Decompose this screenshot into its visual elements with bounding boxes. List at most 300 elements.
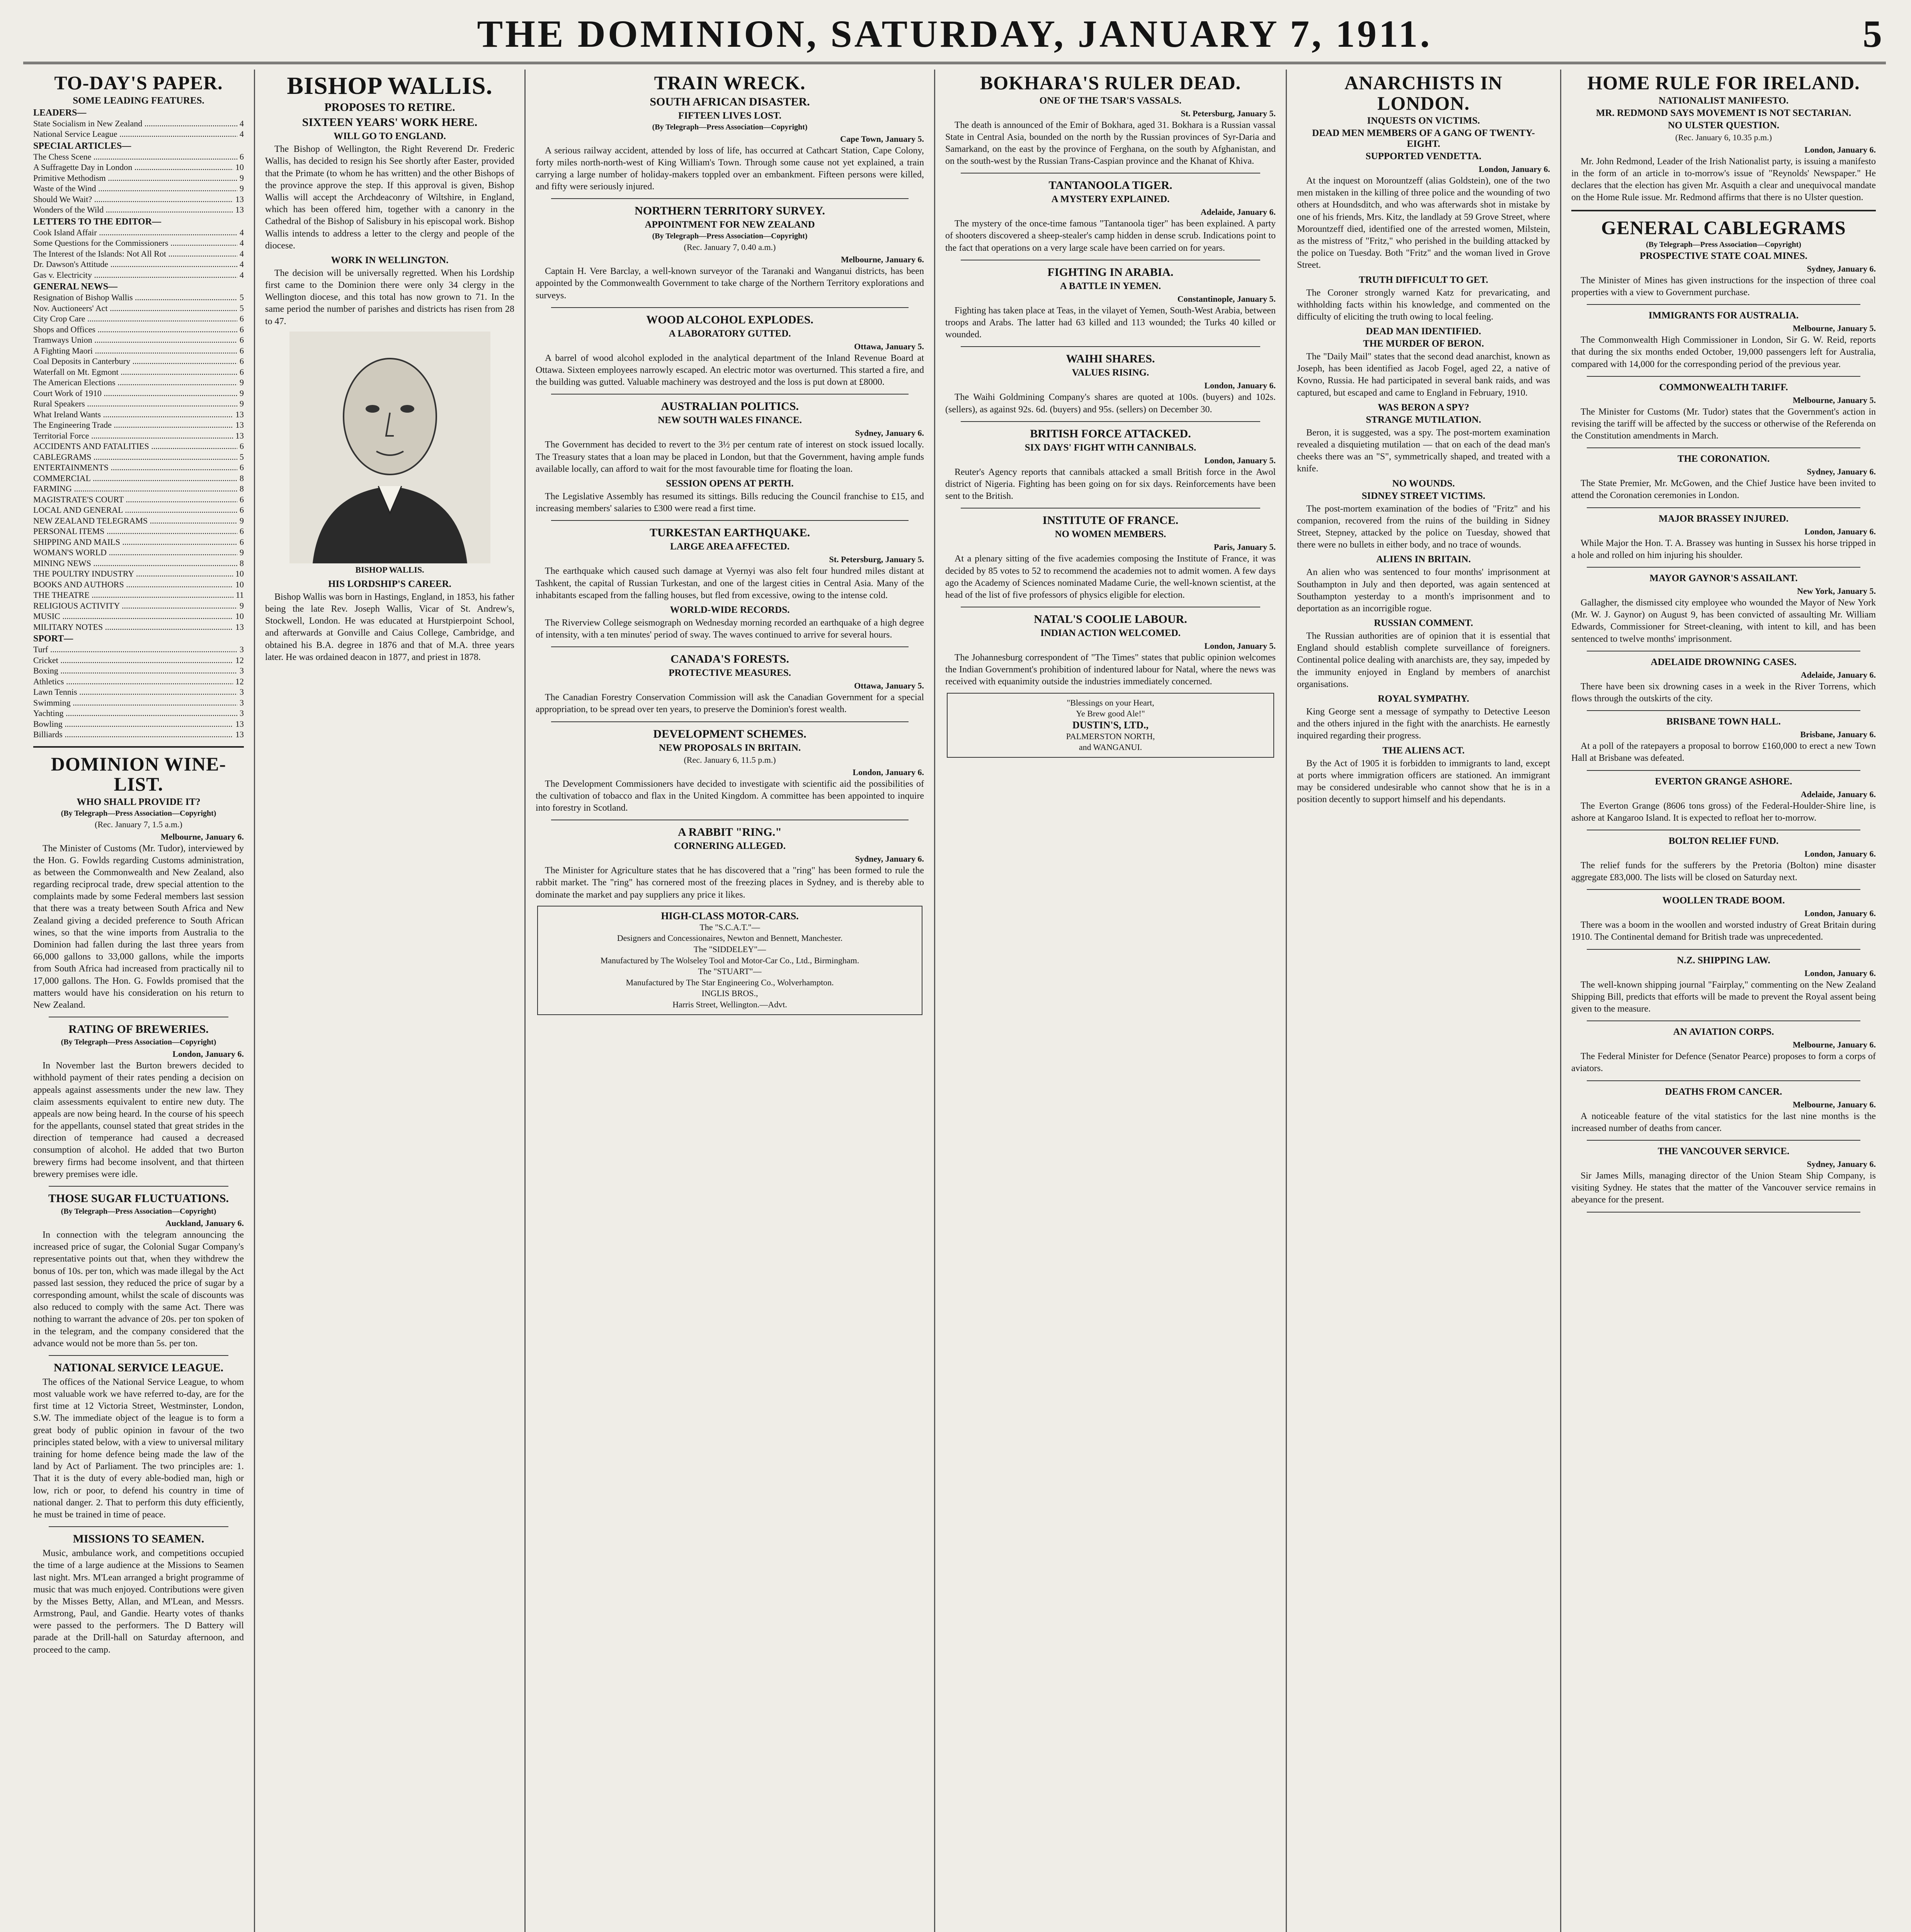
subheadline: CORNERING ALLEGED. xyxy=(674,841,786,852)
location: Auckland, January 6. xyxy=(165,1218,244,1228)
cablegram-body: There have been six drowning cases in a week in the River Torrens, which flows through the outskirts of the city. xyxy=(1571,681,1876,704)
page-number: 5 xyxy=(1863,12,1882,55)
index-entry-label: Court Work of 1910 ..... xyxy=(33,388,237,399)
index-entry xyxy=(33,420,244,430)
cablegram-location: Sydney, January 6. xyxy=(1807,264,1876,274)
index-entry xyxy=(33,377,244,388)
masthead-title: THE DOMINION, SATURDAY, JANUARY 7, 1911. xyxy=(477,12,1432,55)
cablegram-location: Sydney, January 6. xyxy=(1807,467,1876,477)
index-entry xyxy=(33,644,244,655)
cablegram-location: Sydney, January 6. xyxy=(1807,1159,1876,1169)
index-entry-page: 13 xyxy=(235,719,244,729)
ad-line: The "SIDDELEY"— xyxy=(693,944,766,954)
ad-headline: HIGH-CLASS MOTOR-CARS. xyxy=(661,910,799,922)
index-entry-page: 9 xyxy=(240,173,244,183)
ad-line: and WANGANUI. xyxy=(1079,742,1142,752)
cablegram-headline: MAYOR GAYNOR'S ASSAILANT. xyxy=(1649,573,1798,583)
masthead xyxy=(23,8,1886,64)
subheadline: WILL GO TO ENGLAND. xyxy=(334,131,446,142)
index-entry-page: 13 xyxy=(235,420,244,430)
subheadline: A BATTLE IN YEMEN. xyxy=(1060,281,1161,291)
subheadline: NO WOMEN MEMBERS. xyxy=(1055,529,1166,540)
index-entry xyxy=(33,345,244,356)
cablegram-body: Sir James Mills, managing director of the Union Steam Ship Company, is visiting Sydney. He states that the matter of the Vancouver service remains in abeyance for the present. xyxy=(1571,1170,1876,1205)
index-entry-label: Gas v. Electricity ..... xyxy=(33,270,237,281)
cablegram-location: Melbourne, January 6. xyxy=(1792,1040,1876,1050)
index-entry-page: 8 xyxy=(240,473,244,483)
index-entry-label: Boxing ..... xyxy=(33,665,237,676)
headline: THOSE SUGAR FLUCTUATIONS. xyxy=(48,1192,229,1205)
index-entry-label: Billiards ..... xyxy=(33,729,233,740)
index-entry-page: 10 xyxy=(235,579,244,589)
article-body: The Minister of Customs (Mr. Tudor), interviewed by the Hon. G. Fowlds regarding Customs administration, as between the Commonwealth and New Zealand, also regarding reciprocal trade, drew special attention to the complaints made by some Federal members last session that there was a treaty between South Africa and New Zealand giving a decided preference to South African wines, so that the wine imports from Australia to the Dominion had fallen during the last three years from 66,000 gallons to 33,000 gallons, while the imports from South Africa had increased from practically nil to 17,000 gallons. The Hon. G. Fowlds promised that the matters would have his consideration on his return to New Zealand. xyxy=(33,843,244,1010)
index-entry-label: Territorial Force ..... xyxy=(33,430,233,441)
index-entry-page: 5 xyxy=(240,303,244,313)
index-entry-page: 10 xyxy=(235,611,244,621)
cablegram-headline: THE CORONATION. xyxy=(1677,454,1770,464)
cablegram-location: Brisbane, January 6. xyxy=(1800,730,1876,740)
divider xyxy=(961,508,1260,509)
article-body: Captain H. Vere Barclay, a well-known surveyor of the Taranaki and Wanganui districts, has been appointed by the Commonwealth Government to take charge of the Northern Territory explorations and surveys. xyxy=(536,266,924,301)
index-entry-label: SHIPPING AND MAILS ..... xyxy=(33,537,237,548)
divider xyxy=(1587,1080,1860,1081)
headline: NORTHERN TERRITORY SURVEY. xyxy=(635,204,825,218)
headline: TRAIN WRECK. xyxy=(654,72,806,94)
index-entry-label: City Crop Care ..... xyxy=(33,313,237,324)
subheadline: SIX DAYS' FIGHT WITH CANNIBALS. xyxy=(1024,442,1196,453)
index-entry xyxy=(33,409,244,420)
index-entry xyxy=(33,173,244,184)
index-entry-label: Primitive Methodism ..... xyxy=(33,173,237,184)
article-body: Bishop Wallis was born in Hastings, England, in 1853, his father being the late Rev. Joseph Wallis, Vicar of St. Andrew's, Stockwell, London. He was educated at Hurstpierpoint School, and afterwards at Gonville and Caius College, Cambridge, and obtained his B.A. degree in 1876 and that of M.A. three years later. He was ordained deacon in 1877, and priest in 1878. xyxy=(265,592,514,662)
index-entry xyxy=(33,600,244,611)
divider xyxy=(49,1186,228,1187)
index-entry-label: Yachting ..... xyxy=(33,708,237,719)
article-body: The Canadian Forestry Conservation Commission will ask the Canadian Government for a special appropriation, to be spread over ten years, to preserve the Dominion's forest wealth. xyxy=(536,692,924,715)
article-body: A barrel of wood alcohol exploded in the analytical department of the Inland Revenue Board at Ottawa. Sixteen employees narrowly escaped. An electric motor was overturned. This started a fire, and the building was gutted. Valuable machinery was destroyed and the loss is put down at £8000. xyxy=(536,353,924,388)
index-entry-page: 12 xyxy=(235,676,244,686)
cablegram-body: The State Premier, Mr. McGowen, and the Chief Justice have been invited to attend the Coronation ceremonies in London. xyxy=(1571,478,1876,501)
article-body: The Johannesburg correspondent of "The Times" states that public opinion welcomes the Indian Government's prohibition of indentured labour for Natal, where the news was received with equanimity outside the industries immediately concerned. xyxy=(945,653,1276,687)
headline: WOOD ALCOHOL EXPLODES. xyxy=(646,313,813,326)
index-entry xyxy=(33,324,244,335)
column-2 xyxy=(255,70,526,1932)
subheadline: NEW PROPOSALS IN BRITAIN. xyxy=(659,742,801,753)
location: Cape Town, January 5. xyxy=(840,134,924,144)
article-body: The Development Commissioners have decided to investigate with scientific aid the possibilities of the cultivation of tobacco and flax in the United Kingdom. A committee has been appointed to inquire into forestry in Scotland. xyxy=(536,779,924,813)
index-entry-page: 9 xyxy=(240,600,244,611)
cablegram-body: A noticeable feature of the vital statistics for the last nine months is the increased number of deaths from cancer. xyxy=(1571,1111,1876,1133)
location: Ottawa, January 5. xyxy=(854,681,924,691)
index-entry-page: 9 xyxy=(240,378,244,387)
subheadline: RUSSIAN COMMENT. xyxy=(1374,618,1473,629)
cablegram-headline: AN AVIATION CORPS. xyxy=(1673,1027,1774,1037)
subheadline: A LABORATORY GUTTED. xyxy=(669,328,791,339)
article-body: At the inquest on Morountzeff (alias Goldstein), one of the two men mistaken in the killing of three police and the wounding of two others at Houndsditch, and who was afterwards shot in mistake by one of his friends, Mrs. Kitz, the landlady at 59 Grove Street, where Morountzeff died, identified one of the arrested women, Milstein, as the mistress of "Fritz," who perished in the building attacked by the police on Tuesday. Both "Fritz" and the woman lived in Grove Street. xyxy=(1297,176,1550,270)
headline: RATING OF BREWERIES. xyxy=(68,1023,209,1036)
divider xyxy=(551,198,909,199)
article-body: The earthquake which caused such damage at Vyernyi was also felt four hundred miles distant at Tashkent, the capital of Russian Turkestan, and one of the largest cities in Central Asia. Many of the inhabitants escaped from the falling houses, but fled from excessive, owing to the intense cold. xyxy=(536,566,924,600)
index-entry xyxy=(33,526,244,537)
cablegram-body: The Commonwealth High Commissioner in London, Sir G. W. Reid, reports that during the six months ended October, 19,000 passengers left for Australia, compared with 14,000 for the corresponding period of the previous year. xyxy=(1571,335,1876,369)
ad-line: Designers and Concessionaires, Newton and Bennett, Manchester. xyxy=(617,933,843,943)
subheadline: SESSION OPENS AT PERTH. xyxy=(666,478,794,489)
index-entry-page: 6 xyxy=(240,345,244,355)
index-entry-label: Lawn Tennis ..... xyxy=(33,687,237,697)
subheadline: LARGE AREA AFFECTED. xyxy=(670,541,790,552)
location: Paris, January 5. xyxy=(1213,542,1276,552)
cablegram-body: The Minister for Customs (Mr. Tudor) states that the Government's action in revising the tariff will be affected by the success or otherwise of the Referenda on the Constitution amendments in March. xyxy=(1571,406,1876,441)
byline: (By Telegraph—Press Association—Copyright) xyxy=(652,232,808,241)
location: Melbourne, January 6. xyxy=(841,255,924,265)
cablegram-headline: ADELAIDE DROWNING CASES. xyxy=(1651,656,1797,667)
index-subtitle: SOME LEADING FEATURES. xyxy=(73,95,204,106)
index-entry-page: 9 xyxy=(240,548,244,557)
index-entry-page: 6 xyxy=(240,526,244,536)
article-body: The Riverview College seismograph on Wednesday morning recorded an earthquake of a high degree of intensity, with a ten minutes' period of sway. The waves continued to arrive for several hours. xyxy=(536,617,924,640)
index-entry-label: The American Elections ..... xyxy=(33,377,237,388)
column-6 xyxy=(1561,70,1886,1932)
index-entry-label: Cook Island Affair ..... xyxy=(33,227,237,238)
index-entry xyxy=(33,151,244,162)
cablegram-location: Melbourne, January 6. xyxy=(1792,1099,1876,1109)
index-entry-page: 4 xyxy=(240,259,244,269)
divider xyxy=(49,1355,228,1356)
subheadline: STRANGE MUTILATION. xyxy=(1366,414,1481,425)
headline: INSTITUTE OF FRANCE. xyxy=(1042,514,1179,527)
article-body: Reuter's Agency reports that cannibals attacked a small British force in the Awol district of Nigeria. Fighting has been going on for six days. Reinforcements have been sent to the British. xyxy=(945,467,1276,502)
article-body: King George sent a message of sympathy to Detective Leeson and the others injured in the fight with the anarchists. He earnestly inquired regarding their progress. xyxy=(1297,707,1550,741)
ad-line: The "STUART"— xyxy=(698,966,762,976)
index-entry-label: Swimming ..... xyxy=(33,697,237,708)
index-entry-label: What Ireland Wants ..... xyxy=(33,409,233,420)
index-entry-label: ENTERTAINMENTS ..... xyxy=(33,462,237,473)
index-entry-label: A Suffragette Day in London ..... xyxy=(33,162,233,173)
cablegram-location: London, January 6. xyxy=(1804,908,1876,918)
cablegram-headline: EVERTON GRANGE ASHORE. xyxy=(1655,776,1792,787)
subheadline: NATIONALIST MANIFESTO. xyxy=(1658,95,1789,106)
subheadline: NO ULSTER QUESTION. xyxy=(1668,120,1780,131)
cablegram-body: The relief funds for the sufferers by the Pretoria (Bolton) mine disaster aggregate £83,000. The lists will be closed on Saturday next. xyxy=(1571,860,1876,883)
index-entry xyxy=(33,194,244,205)
index-entry-page: 12 xyxy=(235,655,244,665)
headline: NATAL'S COOLIE LABOUR. xyxy=(1034,613,1187,626)
headline: BOKHARA'S RULER DEAD. xyxy=(980,72,1241,94)
index-entry-label: The Chess Scene ..... xyxy=(33,151,237,162)
divider xyxy=(1587,447,1860,448)
index-entry-label: RELIGIOUS ACTIVITY ..... xyxy=(33,600,237,611)
index-entry xyxy=(33,430,244,441)
ad-line: Ye Brew good Ale!" xyxy=(1076,709,1145,719)
column-4 xyxy=(935,70,1287,1932)
index-entry-page: 6 xyxy=(240,537,244,547)
subheadline: PROPOSES TO RETIRE. xyxy=(324,101,455,114)
cablegram-body: At a poll of the ratepayers a proposal to borrow £160,000 to erect a new Town Hall at Brisbane was defeated. xyxy=(1571,741,1876,764)
location: London, January 6. xyxy=(1804,145,1876,155)
byline: (By Telegraph—Press Association—Copyright) xyxy=(652,122,808,131)
article-body: The Russian authorities are of opinion that it is essential that England should establish complete surveillance of foreigners. Continental police dealing with anarchists are, they say, impeded by the immunity enjoyed in England by members of anarchist organisations. xyxy=(1297,631,1550,689)
index-entry-label: Cricket ..... xyxy=(33,655,233,666)
index-entry xyxy=(33,303,244,314)
ad-line: Harris Street, Wellington.—Advt. xyxy=(672,999,787,1009)
index-entry-label: FARMING ..... xyxy=(33,483,237,494)
index-entry-label: Tramways Union ..... xyxy=(33,335,237,345)
article-body: The Bishop of Wellington, the Right Reverend Dr. Frederic Wallis, has decided to resign his See shortly after Easter, provided that the Primate (to whom he has written) and the other Bishops of the province approve the step. If this approval is given, Bishop Wallis will accept the Archdeaconry of Wiltshire, in England, which has been offered him, together with a canonry in the Cathedral of the Bishop of Salisbury in his episcopal work. Bishop Wallis intends to address a letter to the clergy and people of the diocese. xyxy=(265,144,514,251)
article-body: The offices of the National Service League, to whom most valuable work we have referred to-day, are for the first time at 12 Victoria Street, Westminster, London, S.W. The immediate object of the league is to form a great body of public opinion in favour of the two principles stated below, with a view to universal military training for home defence being made the law of the land by Act of Parliament. The two principles are: 1. That it is the duty of every able-bodied man, high or low, rich or poor, to defend his country in time of national danger. 2. That to perform this duty efficiently, he must be trained in time of peace. xyxy=(33,1377,244,1520)
index-entry-label: COMMERCIAL ..... xyxy=(33,473,237,484)
cablegram-location: Melbourne, January 5. xyxy=(1792,323,1876,333)
index-entry-label: Resignation of Bishop Wallis ..... xyxy=(33,292,237,303)
divider xyxy=(1587,304,1860,305)
index-entry-label: The Engineering Trade ..... xyxy=(33,420,233,430)
divider xyxy=(1587,1020,1860,1021)
divider xyxy=(551,646,909,647)
article-body: The Coroner strongly warned Katz for prevaricating, and withholding facts within his knowledge, and commented on the difficulty of eliciting the truth owing to local feeling. xyxy=(1297,287,1550,322)
location: Adelaide, January 6. xyxy=(1200,207,1276,217)
subheadline: WHO SHALL PROVIDE IT? xyxy=(77,796,201,807)
subheadline: WORLD-WIDE RECORDS. xyxy=(670,604,790,615)
column-1 xyxy=(23,70,255,1932)
byline: (By Telegraph—Press Association—Copyright) xyxy=(1646,240,1801,249)
index-entry-page: 9 xyxy=(240,399,244,408)
index-entry xyxy=(33,335,244,345)
index-entry xyxy=(33,313,244,324)
bishop-portrait-illustration xyxy=(289,332,490,563)
index-entry-page: 13 xyxy=(235,409,244,419)
index-entry-label: The Interest of the Islands: Not All Rot ..... xyxy=(33,248,237,259)
divider xyxy=(551,307,909,308)
headline: AUSTRALIAN POLITICS. xyxy=(661,400,799,413)
index-entry-label: MILITARY NOTES ..... xyxy=(33,622,233,633)
index-entry-page: 6 xyxy=(240,314,244,323)
article-body: Beron, it is suggested, was a spy. The post-mortem examination revealed a disquieting mutilation — that on each of the dead man's cheeks there was an "S", symmetrically shaped, and treated with a knife. xyxy=(1297,427,1550,474)
headline: BRITISH FORCE ATTACKED. xyxy=(1030,427,1191,440)
cablegram-headline: BRISBANE TOWN HALL. xyxy=(1666,716,1781,727)
index-entry-page: 3 xyxy=(240,687,244,697)
location: London, January 6. xyxy=(1479,164,1550,174)
index-entry xyxy=(33,238,244,248)
index-entry-page: 4 xyxy=(240,270,244,280)
index-entry-label: MUSIC ..... xyxy=(33,611,233,622)
index-entry-page: 6 xyxy=(240,151,244,162)
index-entry xyxy=(33,687,244,697)
cablegram-location: Adelaide, January 6. xyxy=(1800,789,1876,799)
index-entry xyxy=(33,473,244,484)
article-body: The death is announced of the Emir of Bokhara, aged 31. Bokhara is a Russian vassal State in Central Asia, bounded on the north by the Russian provinces of Syr-Daria and Samarkand, on the east by the province of Ferghana, on the south by Afghanistan, and on the south-west by the Russian Trans-Caspian province and the Khanat of Khiva. xyxy=(945,120,1276,167)
index-entry-page: 6 xyxy=(240,324,244,334)
index-entry-label: Athletics ..... xyxy=(33,676,233,687)
subheadline: ROYAL SYMPATHY. xyxy=(1378,694,1469,704)
subheadline: VALUES RISING. xyxy=(1072,367,1149,378)
index-list xyxy=(33,108,244,740)
index-entry-page: 8 xyxy=(240,484,244,493)
index-entry xyxy=(33,515,244,526)
index-section-head: GENERAL NEWS— xyxy=(33,282,118,292)
subheadline: MR. REDMOND SAYS MOVEMENT IS NOT SECTARIAN. xyxy=(1596,107,1851,118)
subheadline: FIFTEEN LIVES LOST. xyxy=(678,110,781,121)
divider xyxy=(551,721,909,722)
brewery-advertisement xyxy=(947,693,1274,758)
index-entry xyxy=(33,697,244,708)
location: London, January 5. xyxy=(1204,455,1276,465)
headline: BISHOP WALLIS. xyxy=(287,72,493,99)
index-entry-label: Dr. Dawson's Attitude ..... xyxy=(33,259,237,270)
index-entry-page: 3 xyxy=(240,697,244,707)
index-entry-page: 4 xyxy=(240,238,244,248)
article-body: An alien who was sentenced to four months' imprisonment at Southampton in July and then deported, was again sentenced at Southampton yesterday to a month's imprisonment and to deportation as an incorrigible rogue. xyxy=(1297,567,1550,614)
cablegram-headline: WOOLLEN TRADE BOOM. xyxy=(1662,895,1785,906)
subheadline: TRUTH DIFFICULT TO GET. xyxy=(1359,274,1488,285)
index-entry xyxy=(33,590,244,600)
index-entry xyxy=(33,367,244,378)
subheadline: SIXTEEN YEARS' WORK HERE. xyxy=(302,116,478,129)
index-entry-label: LOCAL AND GENERAL ..... xyxy=(33,505,237,515)
article-body: Fighting has taken place at Teas, in the vilayet of Yemen, South-West Arabia, between troops and Arabs. The latter had 63 killed and 113 wounded; the Turks 40 killed or wounded. xyxy=(945,305,1276,340)
headline: TURKESTAN EARTHQUAKE. xyxy=(649,526,810,539)
ad-line: The "S.C.A.T."— xyxy=(699,922,760,932)
index-entry xyxy=(33,537,244,548)
index-entry-page: 4 xyxy=(240,129,244,139)
ad-line: PALMERSTON NORTH, xyxy=(1066,731,1155,741)
index-entry-page: 13 xyxy=(235,194,244,204)
article-body: The Waihi Goldmining Company's shares are quoted at 100s. (buyers) and 102s. (sellers), as against 92s. 6d. (buyers) and 95s. (sellers) on December 30. xyxy=(945,392,1276,415)
cablegram-list xyxy=(1571,251,1876,1213)
index-entry-label: Bowling ..... xyxy=(33,719,233,730)
index-entry-label: Nov. Auctioneers' Act ..... xyxy=(33,303,237,314)
index-entry-page: 4 xyxy=(240,248,244,259)
divider xyxy=(1587,376,1860,377)
byline: (By Telegraph—Press Association—Copyright) xyxy=(61,1038,216,1047)
index-entry xyxy=(33,547,244,558)
index-entry-label: PERSONAL ITEMS ..... xyxy=(33,526,237,537)
headline: TANTANOOLA TIGER. xyxy=(1048,179,1172,192)
cablegram-headline: BOLTON RELIEF FUND. xyxy=(1668,835,1779,846)
index-entry xyxy=(33,483,244,494)
subheadline: THE MURDER OF BERON. xyxy=(1363,338,1484,349)
divider xyxy=(1587,710,1860,711)
headline: DOMINION WINE-LIST. xyxy=(51,753,226,795)
divider xyxy=(1587,1212,1860,1213)
index-entry-page: 3 xyxy=(240,666,244,675)
index-entry-label: State Socialism in New Zealand ..... xyxy=(33,118,237,129)
index-entry-page: 6 xyxy=(240,494,244,504)
byline: (By Telegraph—Press Association—Copyright) xyxy=(61,1207,216,1216)
index-entry xyxy=(33,505,244,515)
headline: HOME RULE FOR IRELAND. xyxy=(1587,72,1860,94)
subheadline: INDIAN ACTION WELCOMED. xyxy=(1040,628,1181,639)
index-entry xyxy=(33,558,244,569)
article-body: In connection with the telegram announcing the increased price of sugar, the Colonial Sugar Company's representative points out that, when they withdrew the bonus of 10s. per ton, which was made illegal by the Act passed last session, they reduced the price of sugar by a corresponding amount, whilst the scale of discounts was also reduced to comply with the same Act. There was nothing to warrant the advance of 20s. per ton spoken of in the telegram, and the company considered that the advance would not be more than 5s. per ton. xyxy=(33,1230,244,1349)
divider xyxy=(33,746,244,748)
index-entry xyxy=(33,118,244,129)
motor-car-advertisement xyxy=(537,906,922,1015)
divider xyxy=(1587,1140,1860,1141)
index-entry-page: 3 xyxy=(240,708,244,718)
index-section-head: LEADERS— xyxy=(33,107,87,118)
index-entry-page: 3 xyxy=(240,645,244,654)
headline: DEVELOPMENT SCHEMES. xyxy=(653,727,807,740)
index-entry-label: Waste of the Wind ..... xyxy=(33,183,237,194)
index-entry-page: 6 xyxy=(240,505,244,515)
cablegram-body: The Federal Minister for Defence (Senator Pearce) proposes to form a corps of aviators. xyxy=(1571,1051,1876,1074)
portrait-caption: BISHOP WALLIS. xyxy=(355,565,424,575)
cablegram-body: There was a boom in the woollen and worsted industry of Great Britain during 1910. The Continental demand for British trade was unprecedented. xyxy=(1571,920,1876,942)
index-entry-label: Wonders of the Wild ..... xyxy=(33,204,233,215)
cablegram-location: Melbourne, January 5. xyxy=(1792,395,1876,405)
index-entry-label: THE THEATRE ..... xyxy=(33,590,233,600)
index-entry-page: 6 xyxy=(240,367,244,377)
article-body: Music, ambulance work, and competitions occupied the time of a large audience at the Missions to Seamen last night. Mrs. M'Lean arranged a bright programme of music that was much enjoyed. Contributions were given by the Misses Betty, Allan, and M'Lean, and Messrs. Armstrong, Paul, and Gandie. Hearty votes of thanks were passed to the performers. The D Battery will parade at the Drill-hall on Saturday afternoon, and proceed to the camp. xyxy=(33,1548,244,1655)
index-section-head: LETTERS TO THE EDITOR— xyxy=(33,216,162,227)
subheadline: WAS BERON A SPY? xyxy=(1378,402,1469,413)
index-entry xyxy=(33,129,244,139)
index-entry-page: 5 xyxy=(240,452,244,462)
article-body: The Government has decided to revert to the 3½ per centum rate of interest on stock issued locally. The Treasury states that a loan may be placed in London, but that the Government, having ample funds available locally, can afford to wait for the most favourable time for floating the loan. xyxy=(536,440,924,474)
column-3 xyxy=(526,70,935,1932)
index-entry xyxy=(33,204,244,215)
divider xyxy=(49,1526,228,1527)
index-entry-page: 5 xyxy=(240,293,244,302)
divider xyxy=(961,346,1260,347)
subheadline: NO WOUNDS. xyxy=(1392,478,1455,489)
cablegram-body: The Everton Grange (8606 tons gross) of the Federal-Houlder-Shire line, is ashore at Kangaroo Island. It is expected to refloat her to-morrow. xyxy=(1571,801,1876,823)
dateline: (Rec. January 6, 10.35 p.m.) xyxy=(1675,132,1772,142)
cablegram-location: London, January 6. xyxy=(1804,849,1876,859)
subheadline: ALIENS IN BRITAIN. xyxy=(1376,554,1471,565)
subheadline: PROTECTIVE MEASURES. xyxy=(669,668,791,679)
index-entry-label: WOMAN'S WORLD ..... xyxy=(33,547,237,558)
index-entry-page: 6 xyxy=(240,335,244,345)
divider xyxy=(551,520,909,521)
index-entry xyxy=(33,441,244,452)
divider xyxy=(1587,567,1860,568)
dateline: (Rec. January 7, 1.5 a.m.) xyxy=(95,819,182,829)
cablegram-location: New York, January 5. xyxy=(1797,586,1876,596)
index-entry xyxy=(33,162,244,173)
location: London, January 6. xyxy=(172,1049,244,1059)
index-entry xyxy=(33,292,244,303)
index-entry xyxy=(33,579,244,590)
cablegram-headline: PROSPECTIVE STATE COAL MINES. xyxy=(1640,250,1807,261)
index-entry-label: Turf ..... xyxy=(33,644,237,655)
index-entry-label: NEW ZEALAND TELEGRAMS ..... xyxy=(33,515,237,526)
section-head: HIS LORDSHIP'S CAREER. xyxy=(328,578,451,589)
cablegram-headline: COMMONWEALTH TARIFF. xyxy=(1659,382,1788,393)
index-entry-page: 9 xyxy=(240,184,244,193)
index-entry-label: A Fighting Maori ..... xyxy=(33,345,237,356)
headline: FIGHTING IN ARABIA. xyxy=(1047,265,1174,279)
index-entry-page: 8 xyxy=(240,558,244,568)
location: London, January 6. xyxy=(853,767,924,777)
index-entry-label: Coal Deposits in Canterbury ..... xyxy=(33,356,237,367)
divider xyxy=(961,421,1260,422)
index-entry xyxy=(33,462,244,473)
headline: NATIONAL SERVICE LEAGUE. xyxy=(53,1361,224,1374)
index-entry xyxy=(33,568,244,579)
location: London, January 6. xyxy=(1204,381,1276,391)
index-entry xyxy=(33,655,244,666)
index-entry xyxy=(33,227,244,238)
divider xyxy=(1587,770,1860,771)
location: Ottawa, January 5. xyxy=(854,341,924,351)
index-entry xyxy=(33,719,244,730)
article-body: The post-mortem examination of the bodies of "Fritz" and his companion, recovered from the ruins of the building in Sidney Street, Stepney, attacked by the police on Tuesday, showed that there were no bullets in either body, and no trace of wounds. xyxy=(1297,503,1550,550)
index-entry-page: 10 xyxy=(235,569,244,578)
article-body: In November last the Burton brewers decided to withhold payment of their rates pending a decision on appeals against assessments under the new law. They claim assessments equivalent to entire new duty. The appeals are now being heard. In the course of his speech for the appellants, counsel stated that great strides in the direction of temperance had caused a decreased consumption of alcohol. He added that two Burton brewery firms had become insolvent, and that thirteen brewery premises were idle. xyxy=(33,1061,244,1179)
index-entry xyxy=(33,248,244,259)
article-body: The "Daily Mail" states that the second dead anarchist, known as Joseph, has been identified as Jacob Fogel, aged 22, a native of Kovno, Russia. He had participated in several bank raids, and was captured, but escaped and came to England in February, 1910. xyxy=(1297,352,1550,398)
subheadline: DEAD MEN MEMBERS OF A GANG OF TWENTY-EIGHT. xyxy=(1312,128,1535,149)
